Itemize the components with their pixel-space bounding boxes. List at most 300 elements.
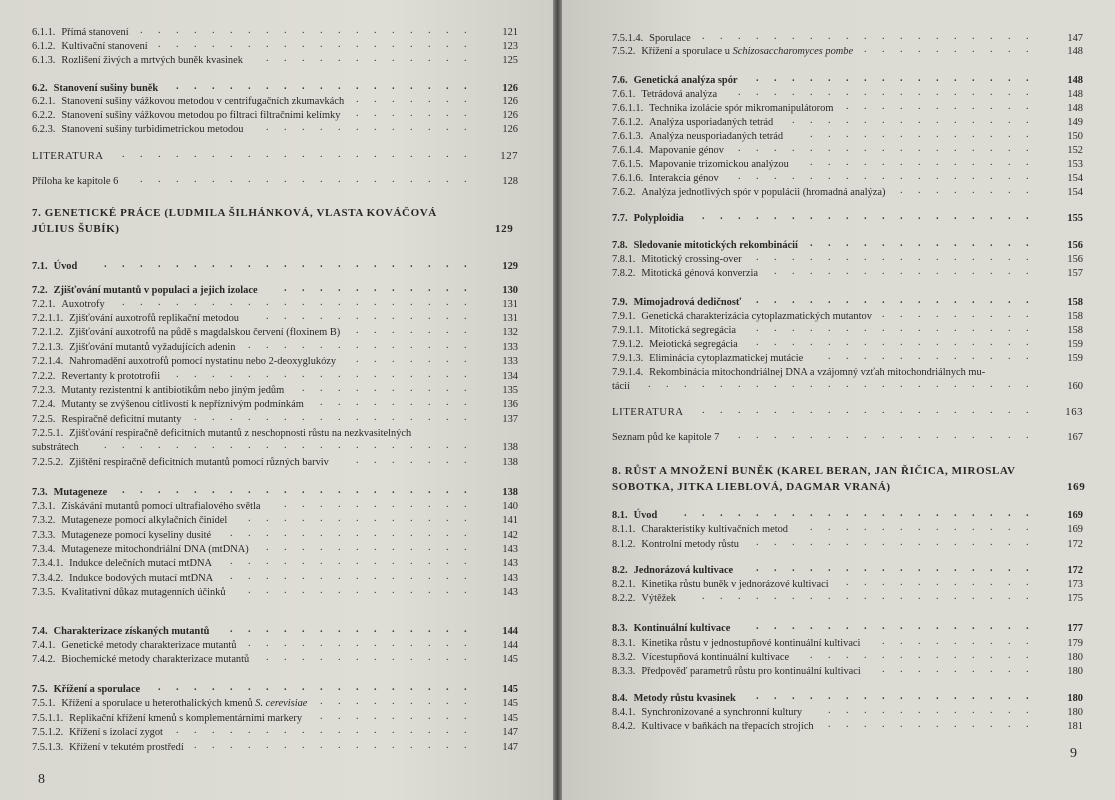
- toc-entry-title: Genetické metody charakterizace mutantů: [61, 640, 237, 651]
- leader-dot: .: [374, 94, 377, 105]
- leader-dot: .: [320, 39, 323, 50]
- leader-dot: .: [464, 325, 467, 336]
- leader-dot: .: [320, 297, 323, 308]
- leader-dot: .: [212, 485, 215, 496]
- toc-entry-number: 7.2.5.: [32, 414, 56, 425]
- leader-dot: .: [230, 174, 233, 185]
- leader-dot: .: [428, 711, 431, 722]
- leader-dot: .: [720, 404, 723, 416]
- leader-dot: .: [756, 143, 759, 154]
- leader-dot: .: [972, 650, 975, 661]
- leader-dot: .: [792, 337, 795, 348]
- leader-dot: .: [284, 528, 287, 539]
- toc-entry-title: Eliminácia cytoplazmatickej mutácie: [649, 353, 804, 364]
- leader-dot: .: [990, 101, 993, 112]
- leader-dot: .: [248, 25, 251, 36]
- leader-dot: .: [356, 585, 359, 596]
- leader-dot: .: [1008, 31, 1011, 42]
- leader-dot: .: [990, 238, 993, 249]
- toc-entry-title: Stanovení sušiny buněk: [53, 83, 159, 94]
- leader-dot: .: [392, 311, 395, 322]
- toc-entry-number: 7.6.1.5.: [612, 159, 644, 170]
- leader-dot: .: [990, 404, 993, 416]
- leader-dot: .: [810, 691, 813, 702]
- toc-entry-number: 7.6.1.3.: [612, 131, 644, 142]
- leader-dot: .: [846, 337, 849, 348]
- leader-dot: .: [720, 508, 723, 519]
- leader-dot: .: [176, 259, 179, 270]
- leader-dot: .: [122, 297, 125, 308]
- leader-dot: .: [810, 337, 813, 348]
- leader-dot: .: [828, 691, 831, 702]
- leader-dot: .: [410, 542, 413, 553]
- leader-dot: .: [900, 705, 903, 716]
- leader-dot: .: [446, 383, 449, 394]
- leader-dot: .: [846, 621, 849, 632]
- leader-dot: .: [972, 295, 975, 306]
- leader-dot: .: [374, 311, 377, 322]
- leader-dot: .: [464, 682, 467, 693]
- leader-dot: .: [410, 513, 413, 524]
- leader-dot: .: [374, 412, 377, 423]
- leader-dot: .: [464, 440, 467, 451]
- leader-dot: .: [266, 638, 269, 649]
- leader-dot: .: [446, 585, 449, 596]
- leader-dot: .: [248, 39, 251, 50]
- leader-dot: .: [918, 44, 921, 55]
- leader-dot: .: [1008, 171, 1011, 182]
- leader-dot: .: [990, 171, 993, 182]
- leader-dot: .: [230, 148, 233, 160]
- leader-dot: .: [846, 73, 849, 84]
- leader-dot: .: [356, 412, 359, 423]
- leader-dot: .: [464, 94, 467, 105]
- leader-dot: .: [392, 485, 395, 496]
- leader-dot: .: [972, 101, 975, 112]
- leader-dot: .: [194, 81, 197, 92]
- leader-dot: .: [1008, 636, 1011, 647]
- leader-dot: .: [792, 404, 795, 416]
- leader-dot: .: [446, 624, 449, 635]
- leader-dot: .: [302, 682, 305, 693]
- leader-dot: .: [374, 585, 377, 596]
- leader-dot: .: [446, 81, 449, 92]
- leader-dot: .: [864, 537, 867, 548]
- leader-dot: .: [882, 101, 885, 112]
- leader-dot: .: [320, 148, 323, 160]
- leader-dot: .: [1008, 143, 1011, 154]
- leader-dot: .: [882, 295, 885, 306]
- leader-dot: .: [954, 143, 957, 154]
- leader-dot: .: [828, 143, 831, 154]
- leader-dot: .: [864, 351, 867, 362]
- leader-dot: .: [248, 440, 251, 451]
- leader-dot: .: [392, 638, 395, 649]
- leader-dot: .: [230, 556, 233, 567]
- leader-dot: .: [464, 528, 467, 539]
- toc-entry-title: Zjišťování auxotrofů replikační metodou: [69, 313, 239, 324]
- leader-dot: .: [828, 115, 831, 126]
- leader-dot: .: [1008, 563, 1011, 574]
- leader-dot: .: [428, 340, 431, 351]
- leader-dot: .: [990, 705, 993, 716]
- leader-dot: .: [792, 252, 795, 263]
- toc-entry-page: 172: [1067, 539, 1083, 550]
- leader-dot: .: [936, 537, 939, 548]
- leader-dot: .: [104, 259, 107, 270]
- toc-entry-number: 7.2.1.2.: [32, 327, 64, 338]
- toc-entry-number: 8.2.: [612, 565, 628, 576]
- toc-entry: [612, 212, 1083, 225]
- leader-dot: .: [374, 148, 377, 160]
- leader-dot: .: [972, 309, 975, 320]
- leader-dot: .: [428, 297, 431, 308]
- leader-dot: .: [918, 337, 921, 348]
- leader-dot: .: [392, 711, 395, 722]
- leader-dot: .: [1026, 309, 1029, 320]
- leader-dot: .: [936, 73, 939, 84]
- leader-dot: .: [338, 283, 341, 294]
- leader-dot: .: [464, 571, 467, 582]
- leader-dot: .: [774, 211, 777, 222]
- leader-dot: .: [810, 115, 813, 126]
- toc-entry: [612, 45, 1083, 58]
- toc-entry: [612, 523, 1083, 536]
- leader-dot: .: [936, 323, 939, 334]
- leader-dot: .: [374, 711, 377, 722]
- leader-dot: .: [936, 337, 939, 348]
- leader-dot: .: [1026, 430, 1029, 441]
- toc-entry-number: 6.1.2.: [32, 41, 56, 52]
- leader-dot: .: [392, 652, 395, 663]
- leader-dot: .: [284, 369, 287, 380]
- leader-dot: .: [846, 508, 849, 519]
- leader-dot: .: [302, 39, 305, 50]
- leader-dot: .: [810, 295, 813, 306]
- leader-dot: .: [212, 740, 215, 751]
- leader-dot: .: [972, 636, 975, 647]
- toc-entry-page: 156: [1067, 240, 1083, 251]
- leader-dot: .: [410, 39, 413, 50]
- toc-entry-number: 6.2.1.: [32, 96, 56, 107]
- leader-dot: .: [356, 696, 359, 707]
- leader-dot: .: [464, 311, 467, 322]
- leader-dot: .: [464, 39, 467, 50]
- leader-dot: .: [374, 638, 377, 649]
- toc-entry: [612, 431, 1083, 444]
- toc-entry-page: 131: [502, 299, 518, 310]
- toc-entry-page: 150: [1067, 131, 1083, 142]
- toc-entry-title: Indukce delečních mutací mtDNA: [69, 558, 212, 569]
- leader-dot: .: [194, 148, 197, 160]
- leader-dot: .: [972, 238, 975, 249]
- leader-dot: .: [882, 143, 885, 154]
- page-number: 9: [1070, 746, 1077, 761]
- leader-dot: .: [846, 719, 849, 730]
- leader-dot: .: [738, 143, 741, 154]
- leader-dot: .: [212, 174, 215, 185]
- toc-entry-page: 126: [502, 124, 518, 135]
- leader-dot: .: [810, 238, 813, 249]
- toc-entry: [612, 296, 1083, 309]
- leader-dot: .: [828, 522, 831, 533]
- leader-dot: .: [338, 412, 341, 423]
- toc-entry-page: 145: [502, 698, 518, 709]
- leader-dot: .: [248, 259, 251, 270]
- toc-entry-title: Kontinuální kultivace: [633, 623, 731, 634]
- leader-dot: .: [792, 563, 795, 574]
- leader-dot: .: [428, 311, 431, 322]
- leader-dot: .: [954, 31, 957, 42]
- leader-dot: .: [972, 252, 975, 263]
- leader-dot: .: [900, 719, 903, 730]
- leader-dot: .: [1026, 621, 1029, 632]
- leader-dot: .: [284, 174, 287, 185]
- toc-entry-page: 134: [502, 371, 518, 382]
- leader-dot: .: [194, 39, 197, 50]
- leader-dot: .: [410, 148, 413, 160]
- leader-dot: .: [1026, 252, 1029, 263]
- leader-dot: .: [954, 563, 957, 574]
- leader-dot: .: [338, 696, 341, 707]
- leader-dot: .: [320, 440, 323, 451]
- leader-dot: .: [846, 591, 849, 602]
- toc-entry-title: Předpověď parametrů růstu pro kontinuální kultivaci: [641, 666, 861, 677]
- leader-dot: .: [356, 528, 359, 539]
- leader-dot: .: [428, 682, 431, 693]
- leader-dot: .: [972, 508, 975, 519]
- leader-dot: .: [846, 171, 849, 182]
- leader-dot: .: [266, 571, 269, 582]
- leader-dot: .: [392, 528, 395, 539]
- toc-entry-title: Jednorázová kultivace: [633, 565, 734, 576]
- toc-entry-title: tácií: [612, 381, 630, 392]
- leader-dot: .: [828, 323, 831, 334]
- leader-dot: .: [266, 585, 269, 596]
- leader-dot: .: [230, 81, 233, 92]
- leader-dot: .: [464, 485, 467, 496]
- leader-dot: .: [392, 455, 395, 466]
- leader-dot: .: [230, 682, 233, 693]
- leader-dot: .: [936, 211, 939, 222]
- leader-dot: .: [284, 311, 287, 322]
- leader-dot: .: [918, 238, 921, 249]
- leader-dot: .: [900, 31, 903, 42]
- leader-dot: .: [302, 556, 305, 567]
- leader-dot: .: [972, 621, 975, 632]
- leader-dot: .: [864, 73, 867, 84]
- leader-dot: .: [918, 691, 921, 702]
- leader-dot: .: [428, 174, 431, 185]
- leader-dot: .: [302, 485, 305, 496]
- leader-dot: .: [302, 740, 305, 751]
- toc-entry-page: 131: [502, 313, 518, 324]
- leader-dot: .: [882, 266, 885, 277]
- leader-dot: .: [828, 351, 831, 362]
- leader-dot: .: [392, 542, 395, 553]
- toc-entry-title: Příloha ke kapitole 6: [32, 176, 119, 187]
- leader-dot: .: [212, 725, 215, 736]
- leader-dot: .: [882, 44, 885, 55]
- leader-dot: .: [230, 25, 233, 36]
- leader-dot: .: [284, 585, 287, 596]
- leader-dot: .: [122, 440, 125, 451]
- leader-dot: .: [810, 87, 813, 98]
- leader-dot: .: [864, 101, 867, 112]
- leader-dot: .: [338, 740, 341, 751]
- leader-dot: .: [990, 115, 993, 126]
- leader-dot: .: [428, 652, 431, 663]
- leader-dot: .: [320, 725, 323, 736]
- leader-dot: .: [374, 696, 377, 707]
- leader-dot: .: [212, 259, 215, 270]
- leader-dot: .: [356, 53, 359, 64]
- leader-dot: .: [666, 379, 669, 390]
- leader-dot: .: [320, 25, 323, 36]
- leader-dot: .: [1026, 31, 1029, 42]
- leader-dot: .: [990, 650, 993, 661]
- leader-dot: .: [356, 81, 359, 92]
- leader-dot: .: [320, 528, 323, 539]
- toc-entry-page: 155: [1067, 213, 1083, 224]
- leader-dot: .: [846, 266, 849, 277]
- leader-dot: .: [302, 25, 305, 36]
- leader-dot: .: [1026, 337, 1029, 348]
- leader-dot: .: [140, 297, 143, 308]
- leader-dot: .: [882, 211, 885, 222]
- leader-dot: .: [828, 508, 831, 519]
- leader-dot: .: [392, 81, 395, 92]
- leader-dot: .: [918, 563, 921, 574]
- leader-dot: .: [392, 122, 395, 133]
- leader-dot: .: [212, 682, 215, 693]
- leader-dot: .: [392, 283, 395, 294]
- leader-dot: .: [266, 513, 269, 524]
- toc-entry-title: Zjišťování mutantů v populaci a jejich izolace: [53, 285, 258, 296]
- leader-dot: .: [446, 39, 449, 50]
- toc-entry-page: 147: [1067, 33, 1083, 44]
- leader-dot: .: [990, 87, 993, 98]
- leader-dot: .: [756, 171, 759, 182]
- toc-entry-number: 7.3.3.: [32, 530, 56, 541]
- leader-dot: .: [410, 725, 413, 736]
- leader-dot: .: [356, 455, 359, 466]
- toc-entry-title: Kvalitativní důkaz mutagenních účinků: [61, 587, 226, 598]
- leader-dot: .: [990, 211, 993, 222]
- leader-dot: .: [918, 636, 921, 647]
- toc-entry-page: 127: [500, 150, 518, 162]
- leader-dot: .: [990, 157, 993, 168]
- leader-dot: .: [320, 556, 323, 567]
- leader-dot: .: [882, 563, 885, 574]
- leader-dot: .: [428, 485, 431, 496]
- toc-entry-title: Zjišťování respiračně deficitních mutantů z neschopnosti růstu na nezkvasitelných: [69, 428, 412, 439]
- leader-dot: .: [882, 309, 885, 320]
- toc-entry-title: Sporulace: [649, 33, 691, 44]
- leader-dot: .: [446, 148, 449, 160]
- leader-dot: .: [410, 528, 413, 539]
- leader-dot: .: [248, 624, 251, 635]
- leader-dot: .: [284, 542, 287, 553]
- leader-dot: .: [846, 295, 849, 306]
- leader-dot: .: [302, 383, 305, 394]
- toc-entry-title: Křížení a sporulace: [53, 684, 141, 695]
- toc-entry-title: Polyploidia: [633, 213, 684, 224]
- toc-entry-title: Křížení v tekutém prostředí: [69, 742, 184, 753]
- leader-dot: .: [756, 252, 759, 263]
- leader-dot: .: [846, 691, 849, 702]
- leader-dot: .: [882, 705, 885, 716]
- toc-entry-number: 7.8.: [612, 240, 628, 251]
- toc-entry-number: 7.2.5.2.: [32, 457, 64, 468]
- leader-dot: .: [248, 571, 251, 582]
- leader-dot: .: [248, 81, 251, 92]
- leader-dot: .: [990, 295, 993, 306]
- toc-entry-page: 154: [1067, 173, 1083, 184]
- leader-dot: .: [900, 115, 903, 126]
- leader-dot: .: [846, 522, 849, 533]
- leader-dot: .: [320, 259, 323, 270]
- leader-dot: .: [338, 397, 341, 408]
- leader-dot: .: [1026, 537, 1029, 548]
- leader-dot: .: [428, 528, 431, 539]
- leader-dot: .: [846, 563, 849, 574]
- leader-dot: .: [266, 542, 269, 553]
- leader-dot: .: [356, 174, 359, 185]
- toc-entry-title: Interakcia génov: [649, 173, 719, 184]
- leader-dot: .: [828, 621, 831, 632]
- toc-entry-number: 7.9.: [612, 297, 628, 308]
- toc-entry-title: Analýza usporiadaných tetrád: [649, 117, 774, 128]
- leader-dot: .: [266, 259, 269, 270]
- leader-dot: .: [702, 508, 705, 519]
- leader-dot: .: [410, 440, 413, 451]
- leader-dot: .: [446, 412, 449, 423]
- toc-entry-page: 152: [1067, 145, 1083, 156]
- toc-entry-number: 7.2.1.3.: [32, 342, 64, 353]
- leader-dot: .: [428, 39, 431, 50]
- leader-dot: .: [954, 621, 957, 632]
- leader-dot: .: [774, 266, 777, 277]
- leader-dot: .: [882, 31, 885, 42]
- leader-dot: .: [846, 157, 849, 168]
- toc-entry-page: 180: [1067, 652, 1083, 663]
- leader-dot: .: [774, 430, 777, 441]
- leader-dot: .: [140, 174, 143, 185]
- leader-dot: .: [320, 638, 323, 649]
- leader-dot: .: [302, 725, 305, 736]
- leader-dot: .: [1008, 430, 1011, 441]
- toc-entry-number: 6.1.3.: [32, 55, 56, 66]
- left-page: [0, 0, 553, 800]
- leader-dot: .: [446, 122, 449, 133]
- leader-dot: .: [828, 295, 831, 306]
- leader-dot: .: [410, 81, 413, 92]
- leader-dot: .: [392, 412, 395, 423]
- leader-dot: .: [1026, 705, 1029, 716]
- leader-dot: .: [464, 148, 467, 160]
- leader-dot: .: [1026, 129, 1029, 140]
- right-page: [562, 0, 1115, 800]
- leader-dot: .: [374, 108, 377, 119]
- leader-dot: .: [702, 379, 705, 390]
- leader-dot: .: [446, 652, 449, 663]
- leader-dot: .: [864, 143, 867, 154]
- toc-entry-page: 137: [502, 414, 518, 425]
- toc-entry-page: 179: [1067, 638, 1083, 649]
- leader-dot: .: [176, 148, 179, 160]
- leader-dot: .: [954, 295, 957, 306]
